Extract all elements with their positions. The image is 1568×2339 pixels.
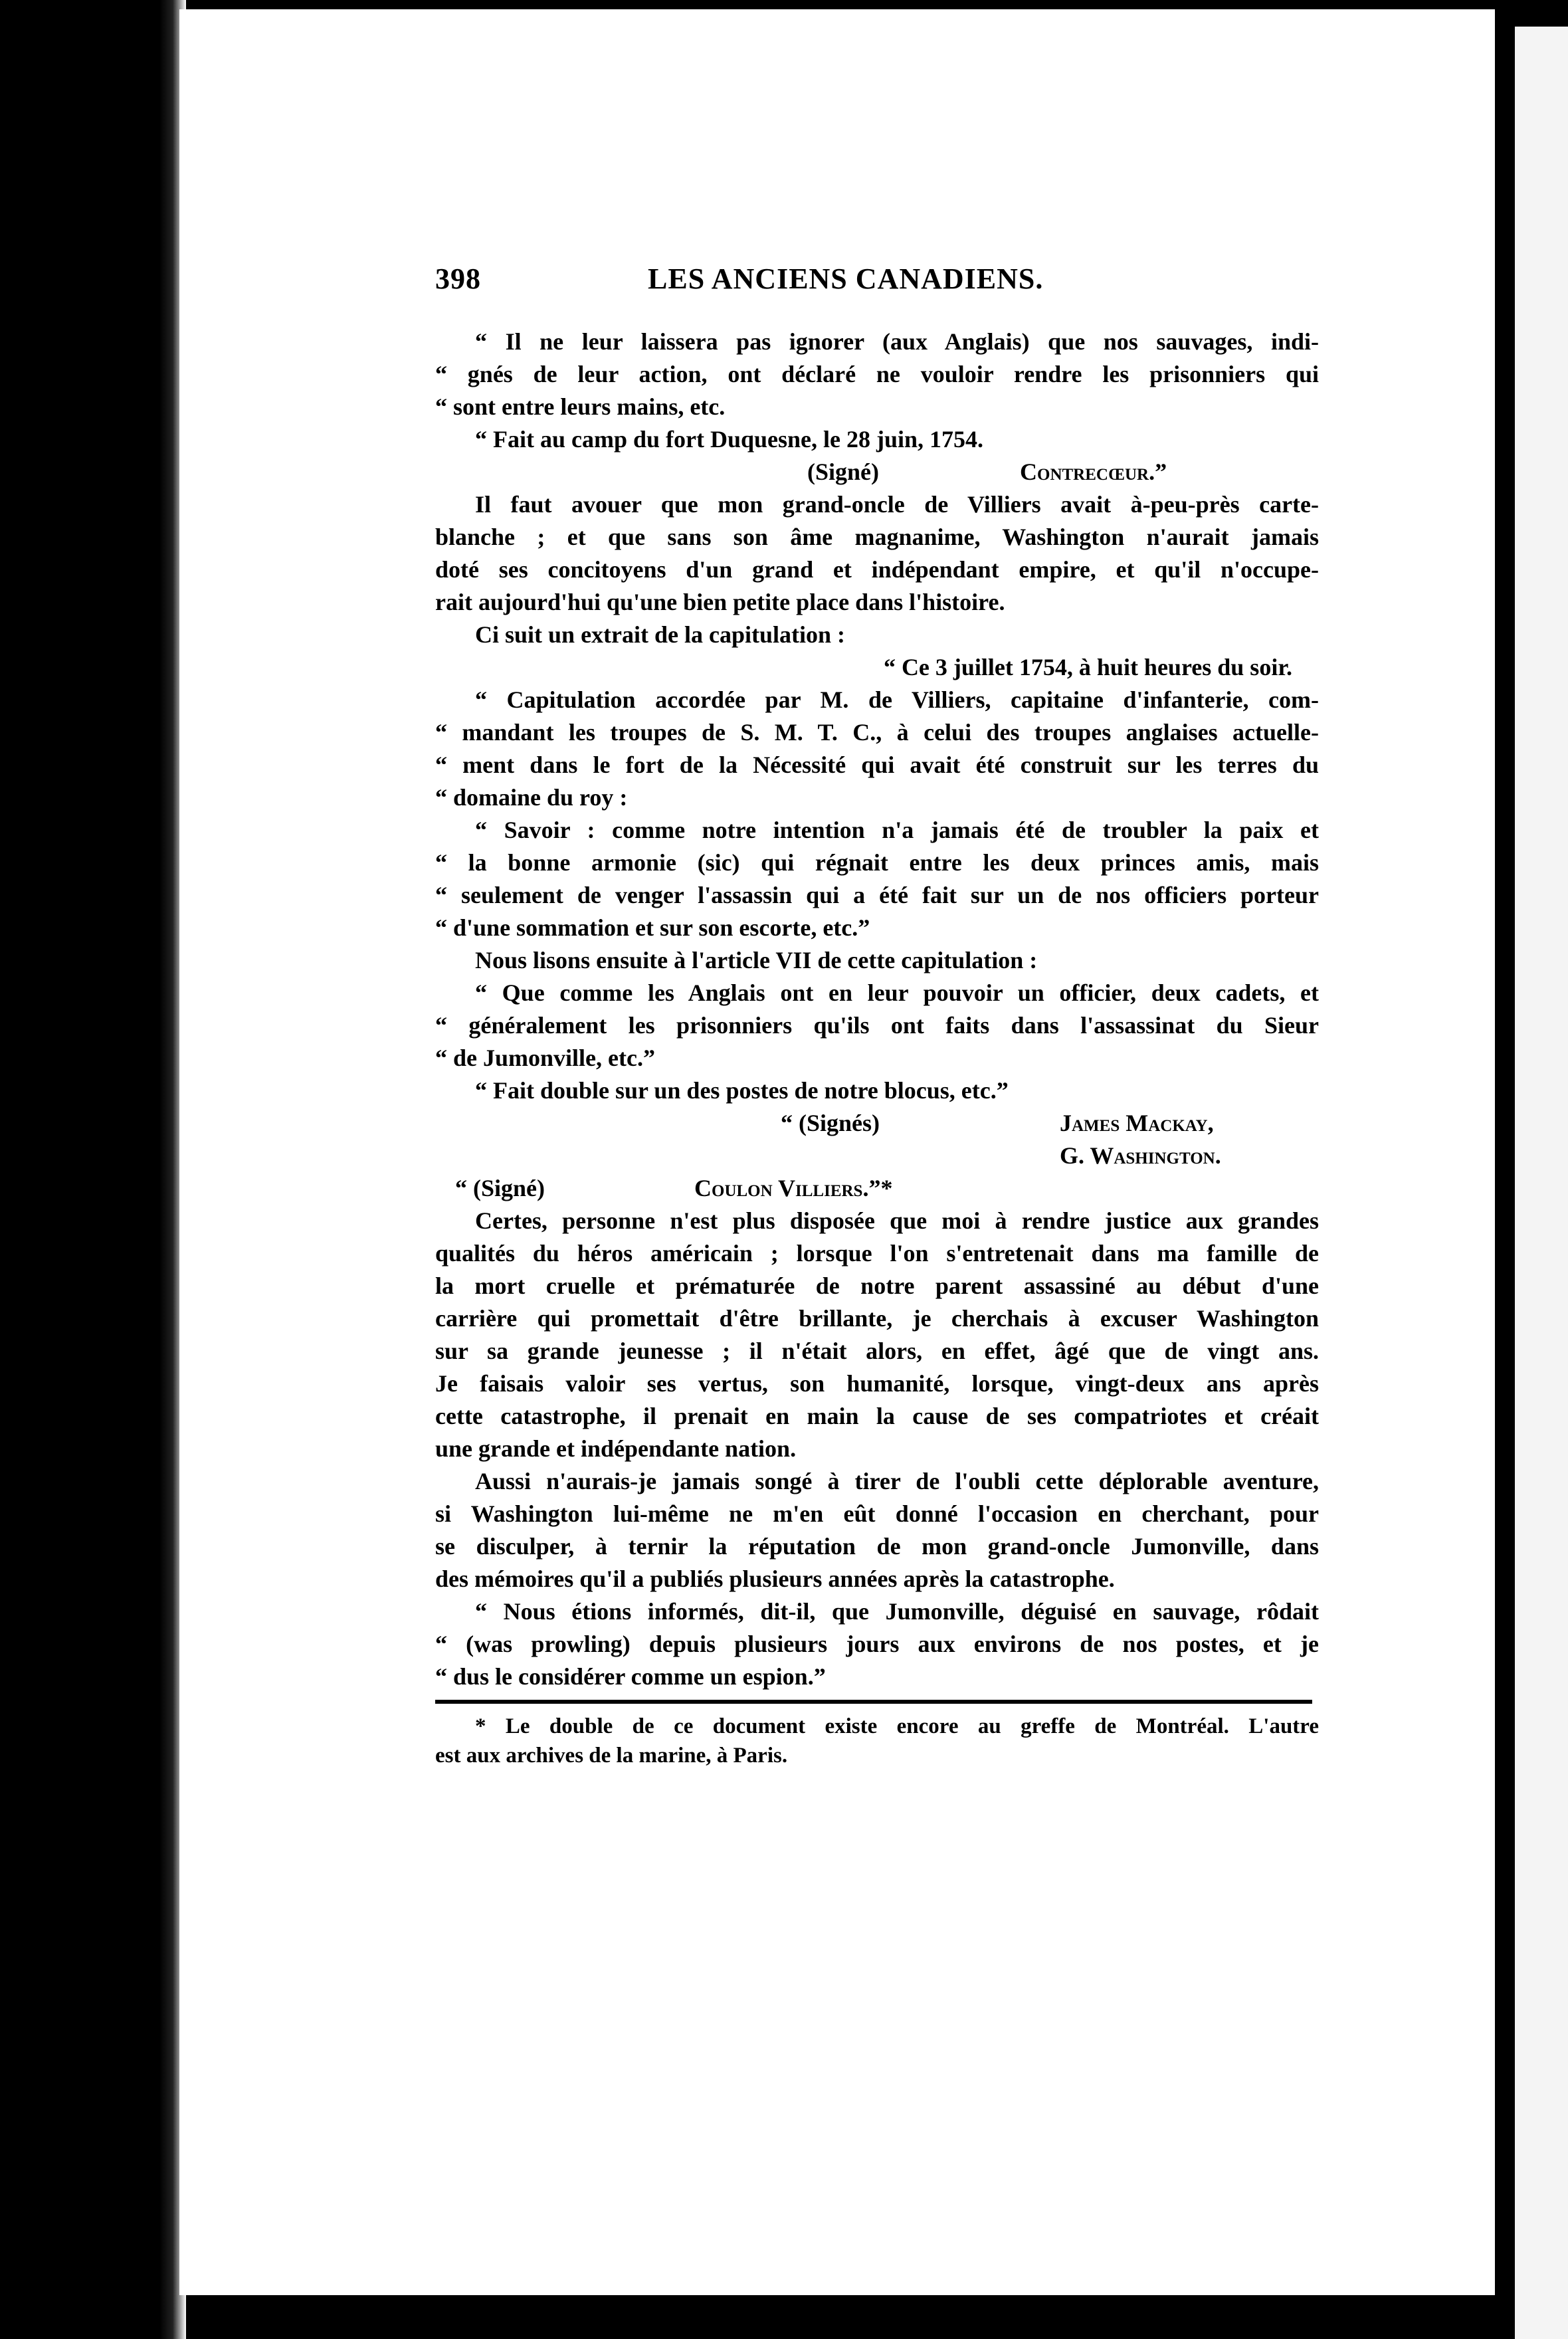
footnote-rule (435, 1700, 1312, 1704)
text-line: “ seulement de venger l'assassin qui a été fait sur un de nos officiers porteur (435, 882, 1319, 908)
signed-label: “ (Signés) (781, 1110, 880, 1136)
text-line: “ sont entre leurs mains, etc. (435, 393, 726, 420)
adjacent-page-edge (1515, 27, 1568, 2339)
text-line: “ Nous étions informés, dit-il, que Jumonville, déguisé en sauvage, rôdait (475, 1598, 1319, 1625)
signatory-name: Coulon Villiers.”* (694, 1175, 893, 1201)
running-title: LES ANCIENS CANADIENS. (648, 262, 1044, 295)
text-line: “ mandant les troupes de S. M. T. C., à celui des troupes anglaises actuelle- (435, 719, 1319, 746)
signature-line (435, 1172, 1319, 1205)
page-content (435, 259, 1319, 1770)
signatory-name: G. Washington. (1060, 1142, 1221, 1169)
text-line: Nous lisons ensuite à l'article VII de cette capitulation : (475, 947, 1038, 973)
text-line: “ d'une sommation et sur son escorte, etc.” (435, 914, 870, 941)
footnote-line: est aux archives de la marine, à Paris. (435, 1744, 788, 1768)
text-line: “ ment dans le fort de la Nécessité qui avait été construit sur les terres du (435, 752, 1319, 778)
text-line: “ domaine du roy : (435, 784, 628, 811)
text-line: “ (was prowling) depuis plusieurs jours aux environs de nos postes, et je (435, 1631, 1319, 1657)
signed-label: “ (Signé) (455, 1175, 545, 1201)
text-line: Ci suit un extrait de la capitulation : (475, 621, 846, 648)
text-line: Je faisais valoir ses vertus, son humanité, lorsque, vingt-deux ans après (435, 1370, 1319, 1397)
text-line: “ Fait double sur un des postes de notre blocus, etc.” (475, 1077, 1009, 1104)
signature-line (435, 1107, 1319, 1140)
footnote (435, 1712, 1319, 1770)
text-line: “ la bonne armonie (sic) qui régnait entre les deux princes amis, mais (435, 849, 1319, 876)
text-line: “ dus le considérer comme un espion.” (435, 1663, 826, 1690)
text-line: “ de Jumonville, etc.” (435, 1045, 655, 1071)
text-line: Aussi n'aurais-je jamais songé à tirer de l'oubli cette déplorable aventure, (475, 1468, 1319, 1494)
text-line: “ généralement les prisonniers qu'ils ont faits dans l'assassinat du Sieur (435, 1012, 1319, 1039)
text-line: cette catastrophe, il prenait en main la cause de ses compatriotes et créait (435, 1403, 1319, 1429)
text-line: “ Savoir : comme notre intention n'a jamais été de troubler la paix et (475, 817, 1319, 843)
signature-line (435, 456, 1319, 488)
signatory-name: James Mackay, (1060, 1110, 1214, 1136)
signature-line (435, 1140, 1319, 1172)
text-line: sur sa grande jeunesse ; il n'était alors, en effet, âgé que de vingt ans. (435, 1338, 1319, 1364)
text-line: “ Il ne leur laissera pas ignorer (aux Anglais) que nos sauvages, indi- (475, 328, 1319, 355)
text-line: carrière qui promettait d'être brillante, je cherchais à excuser Washington (435, 1305, 1319, 1332)
signatory-name: Contrecœur.” (1020, 458, 1167, 485)
text-line: doté ses concitoyens d'un grand et indépendant empire, et qu'il n'occupe- (435, 556, 1319, 583)
text-line: “ Capitulation accordée par M. de Villiers, capitaine d'infanterie, com- (475, 686, 1319, 713)
text-line: “ Fait au camp du fort Duquesne, le 28 juin, 1754. (475, 426, 984, 453)
page-header (435, 259, 1319, 299)
text-line: “ Que comme les Anglais ont en leur pouvoir un officier, deux cadets, et (475, 979, 1319, 1006)
text-line: Il faut avouer que mon grand-oncle de Villiers avait à-peu-près carte- (475, 491, 1319, 518)
text-line: “ Ce 3 juillet 1754, à huit heures du soir. (883, 654, 1292, 680)
scan-right-edge (1495, 0, 1515, 2339)
signed-label: (Signé) (807, 458, 879, 485)
text-line: rait aujourd'hui qu'une bien petite place dans l'histoire. (435, 589, 1005, 615)
text-line: se disculper, à ternir la réputation de mon grand-oncle Jumonville, dans (435, 1533, 1319, 1560)
page-number: 398 (435, 262, 481, 295)
footnote-line: * Le double de ce document existe encore au greffe de Montréal. L'autre (475, 1714, 1319, 1738)
text-line: Certes, personne n'est plus disposée que moi à rendre justice aux grandes (475, 1207, 1319, 1234)
text-line: qualités du héros américain ; lorsque l'on s'entretenait dans ma famille de (435, 1240, 1319, 1267)
text-line: blanche ; et que sans son âme magnanime, Washington n'aurait jamais (435, 524, 1319, 550)
text-line: une grande et indépendante nation. (435, 1435, 797, 1462)
text-line: si Washington lui-même ne m'en eût donné l'occasion en cherchant, pour (435, 1500, 1319, 1527)
text-line: “ gnés de leur action, ont déclaré ne vouloir rendre les prisonniers qui (435, 361, 1319, 387)
text-line: des mémoires qu'il a publiés plusieurs années après la catastrophe. (435, 1566, 1115, 1592)
text-line: la mort cruelle et prématurée de notre parent assassiné au début d'une (435, 1272, 1319, 1299)
